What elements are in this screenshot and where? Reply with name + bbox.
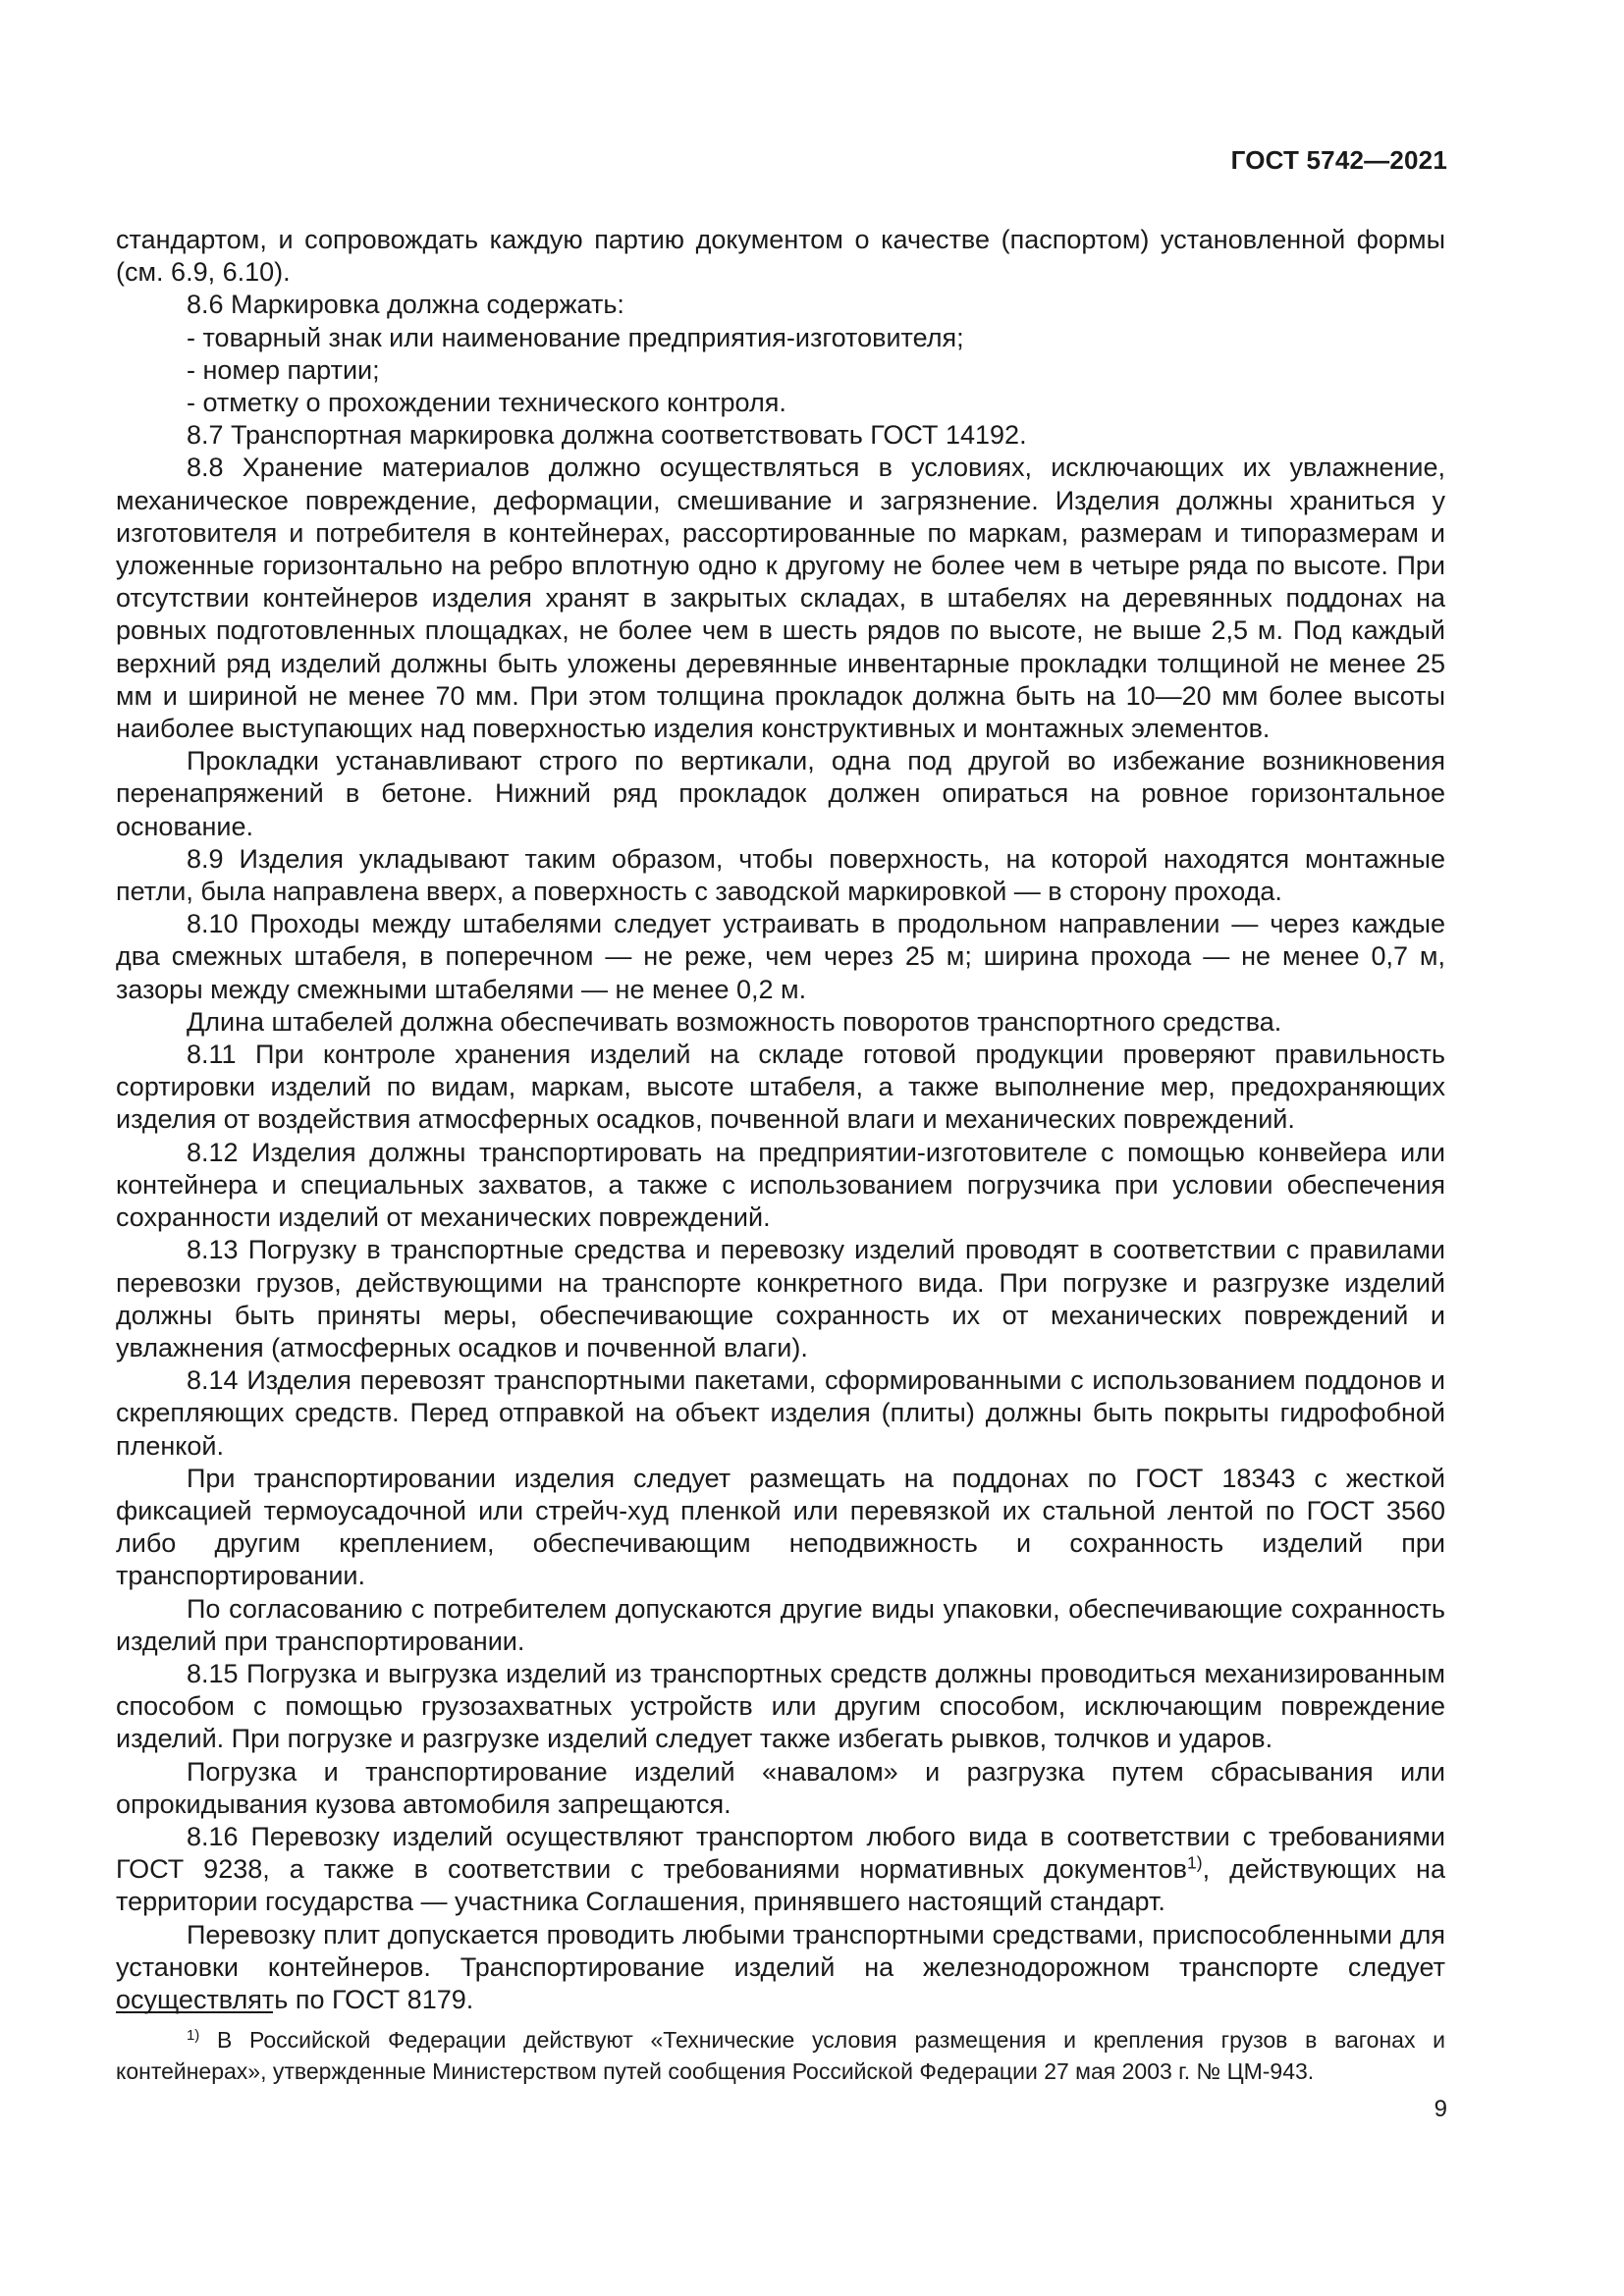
paragraph-8-6: 8.6 Маркировка должна содержать:: [187, 290, 624, 320]
list-item: - отметку о прохождении технического контроля.: [187, 388, 786, 418]
paragraph-8-12: 8.12 Изделия должны транспортировать на предприятии-изготовителе с помощью конвейера или контейнера и специальных захватов, а также с использованием погрузчика при условии обеспечения сохранности изделий от механических повреждений.: [116, 1137, 1445, 1233]
paragraph-continuation: стандартом, и сопровождать каждую партию документом о качестве (паспортом) установленной формы (см. 6.9, 6.10).: [116, 225, 1445, 288]
paragraph-8-9: 8.9 Изделия укладывают таким образом, чтобы поверхность, на которой находятся монтажные петли, была направлена вверх, а поверхность с заводской маркировкой — в сторону прохода.: [116, 843, 1445, 907]
paragraph-8-11: 8.11 При контроле хранения изделий на складе готовой продукции проверяют правильность сортировки изделий по видам, маркам, высоте штабеля, а также выполнение мер, предохраняющих изделия от воздействия атмосферных осадков, почвенной влаги и механических повреждений.: [116, 1040, 1445, 1135]
paragraph-8-8: 8.8 Хранение материалов должно осуществляться в условиях, исключающих их увлажнение, механическое повреждение, деформации, смешивание и загрязнение. Изделия должны храниться у изготовителя и потребителя в контейнерах, рассортированные по маркам, размерам и типоразмерам и уложенные горизонтально на ребро вплотную одно к другому не более чем в четыре ряда по высоте. При отсутствии контейнеров изделия хранят в закрытых складах, в штабелях на деревянных поддонах на ровных подготовленных площадках, не более чем в шесть рядов по высоте, не выше 2,5 м. Под каждый верхний ряд изделий должны быть уложены деревянные инвентарные прокладки толщиной не менее 25 мм и шириной не менее 70 мм. При этом толщина прокладок должна быть на 10—20 мм более высоты наиболее выступающих над поверхностью изделия конструктивных и монтажных элементов.: [116, 453, 1445, 744]
paragraph: Погрузка и транспортирование изделий «навалом» и разгрузка путем сбрасывания или опрокидывания кузова автомобиля запрещаются.: [116, 1756, 1445, 1819]
paragraph-8-16: [116, 1821, 1445, 1919]
standard-id: ГОСТ 5742—2021: [1230, 145, 1447, 175]
paragraph-text: , действующих на территории государства — участника Соглашения, принявшего настоящий стандарт.: [116, 1854, 1445, 1917]
paragraph: Прокладки устанавливают строго по вертикали, одна под другой во избежание возникновения перенапряжений в бетоне. Нижний ряд прокладок должен опираться на ровное горизонтальное основание.: [116, 746, 1445, 841]
footnote-separator: [116, 2011, 273, 2013]
paragraph-text: 8.16 Перевозку изделий осуществляют транспортом любого вида в соответствии с требованиями ГОСТ 9238, а также в соответствии с требованиями нормативных документов: [116, 1821, 1445, 1885]
paragraph: По согласованию с потребителем допускаются другие виды упаковки, обеспечивающие сохранность изделий при транспортировании.: [116, 1593, 1445, 1656]
page-number: 9: [1434, 2096, 1447, 2122]
paragraph: Длина штабелей должна обеспечивать возможность поворотов транспортного средства.: [187, 1006, 1282, 1037]
footnote-marker: 1): [187, 2026, 200, 2044]
document-header: [1231, 145, 1447, 176]
paragraph: При транспортировании изделия следует размещать на поддонах по ГОСТ 18343 с жесткой фиксацией термоусадочной или стрейч-худ пленкой или перевязкой их стальной лентой по ГОСТ 3560 либо другим креплением, обеспечивающим неподвижность и сохранность изделий при транспортировании.: [116, 1463, 1445, 1591]
paragraph: Перевозку плит допускается проводить любыми транспортными средствами, приспособленными для установки контейнеров. Транспортирование изделий на железнодорожном транспорте следует осуществлять по ГОСТ 8179.: [116, 1919, 1445, 2014]
footnote-text: В Российской Федерации действуют «Технические условия размещения и крепления грузов в вагонах и контейнерах», утвержденные Министерством путей сообщения Российской Федерации 27 мая 2003 г. № ЦМ-943.: [116, 2027, 1445, 2084]
paragraph-8-13: 8.13 Погрузку в транспортные средства и перевозку изделий проводят в соответствии с правилами перевозки грузов, действующими на транспорте конкретного вида. При погрузке и разгрузке изделий должны быть приняты меры, обеспечивающие сохранность их от механических повреждений и увлажнения (атмосферных осадков и почвенной влаги).: [116, 1235, 1445, 1362]
footnote-reference[interactable]: 1): [1187, 1852, 1203, 1873]
paragraph-8-10: 8.10 Проходы между штабелями следует устраивать в продольном направлении — через каждые два смежных штабеля, в поперечном — не реже, чем через 25 м; ширина прохода — не менее 0,7 м, зазоры между смежными штабелями — не менее 0,2 м.: [116, 909, 1445, 1004]
footnote: [116, 2024, 1445, 2087]
paragraph-8-14: 8.14 Изделия перевозят транспортными пакетами, сформированными с использованием поддонов и скрепляющих средств. Перед отправкой на объект изделия (плиты) должны быть покрыты гидрофобной пленкой.: [116, 1365, 1445, 1461]
list-item: - товарный знак или наименование предприятия-изготовителя;: [187, 322, 964, 352]
paragraph-8-7: 8.7 Транспортная маркировка должна соответствовать ГОСТ 14192.: [187, 420, 1027, 451]
list-item: - номер партии;: [187, 354, 380, 385]
paragraph-8-15: 8.15 Погрузка и выгрузка изделий из транспортных средств должны проводиться механизированным способом с помощью грузозахватных устройств или другим способом, исключающим повреждение изделий. При погрузке и разгрузке изделий следует также избегать рывков, толчков и ударов.: [116, 1658, 1445, 1754]
document-body: [116, 224, 1445, 2016]
